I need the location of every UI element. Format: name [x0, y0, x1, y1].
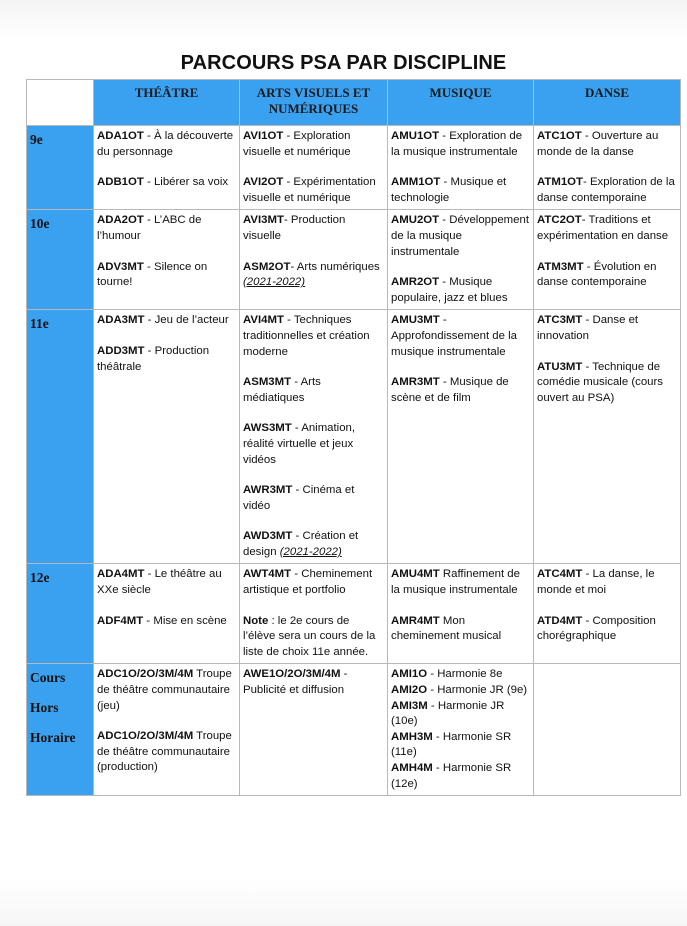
theatre-cell — [94, 564, 240, 664]
course-title: - Cheminement artistique et portfolio — [243, 568, 373, 597]
course-entry — [391, 699, 530, 730]
course-title: - Harmonie JR (10e) — [391, 699, 505, 728]
grade-cell: 10e — [27, 210, 94, 310]
course-entry — [391, 213, 530, 260]
musique-cell — [388, 210, 534, 310]
table-row — [27, 210, 681, 310]
course-code: AMR3MT — [391, 376, 440, 389]
course-title: Troupe de théâtre communautaire (jeu) — [97, 668, 232, 712]
course-entry — [391, 313, 530, 360]
note-text: : le 2e cours de l’élève sera un cours de la liste de choix 11e année. — [243, 614, 376, 658]
course-code: AMI2O — [391, 684, 428, 697]
table-row — [27, 310, 681, 564]
course-entry — [391, 375, 530, 406]
course-code: AMH4M — [391, 762, 433, 774]
grade-cell — [27, 664, 94, 796]
theatre-cell — [94, 310, 240, 564]
course-entry — [243, 213, 384, 244]
arts-cell — [240, 664, 388, 796]
year-note: (2021-2022) — [243, 276, 306, 289]
header-row — [27, 80, 681, 126]
course-code: AVI2OT — [243, 176, 284, 189]
course-entry — [97, 175, 236, 191]
course-code: AWS3MT — [243, 422, 292, 435]
course-entry — [97, 567, 236, 598]
course-entry — [97, 260, 236, 291]
course-code: ASM3MT — [243, 376, 292, 389]
grade-cell: 11e — [27, 310, 94, 564]
course-code: ADD3MT — [97, 344, 145, 357]
course-title: Troupe de théâtre communautaire (production) — [97, 730, 232, 774]
course-code: ADF4MT — [97, 614, 144, 627]
course-entry — [243, 483, 384, 514]
course-title: - Approfondissement de la musique instrumentale — [391, 314, 518, 358]
course-entry — [243, 260, 384, 291]
course-title: - Exploration de la danse contemporaine — [537, 176, 675, 204]
course-title: - Danse et innovation — [537, 314, 639, 342]
course-code: ATU3MT — [537, 360, 583, 373]
course-title: - Traditions et expérimentation en danse — [537, 214, 669, 242]
course-entry — [243, 175, 384, 206]
course-entry — [391, 129, 530, 160]
year-note: (2021-2022) — [279, 545, 342, 558]
course-code: ADA3MT — [97, 314, 145, 327]
table-row — [27, 564, 681, 664]
course-entry — [537, 313, 677, 344]
course-code: AMR4MT — [391, 614, 440, 627]
course-code: AMU2OT — [391, 214, 440, 227]
musique-cell — [388, 564, 534, 664]
header-musique: MUSIQUE — [388, 80, 534, 126]
course-title: - Ouverture au monde de la danse — [537, 130, 659, 158]
course-title: - Évolution en danse contemporaine — [537, 260, 657, 289]
course-title: - Cinéma et vidéo — [243, 484, 355, 512]
course-code: AVI1OT — [243, 130, 284, 142]
theatre-cell — [94, 126, 240, 210]
course-entry — [537, 614, 677, 645]
course-entry — [243, 667, 384, 698]
course-title: - Exploration de la musique instrumentale — [391, 130, 523, 158]
course-entry — [97, 344, 236, 375]
course-title: - Arts médiatiques — [243, 376, 321, 404]
musique-cell — [388, 310, 534, 564]
course-title: - Expérimentation visuelle et numérique — [243, 176, 376, 204]
arts-cell — [240, 210, 388, 310]
course-title: - Harmonie 8e — [427, 668, 503, 681]
course-code: ATC3MT — [537, 314, 583, 327]
course-code: AMM1OT — [391, 176, 441, 189]
course-code: AWE1O/2O/3M/4M — [243, 668, 341, 681]
course-entry — [243, 313, 384, 360]
grade-cell: 12e — [27, 564, 94, 664]
musique-cell — [388, 126, 534, 210]
course-title: - La danse, le monde et moi — [537, 568, 655, 597]
course-entry — [97, 313, 236, 329]
course-entry — [537, 260, 677, 291]
course-title: - Exploration visuelle et numérique — [243, 130, 351, 158]
course-entry — [243, 529, 384, 560]
course-title: - Animation, réalité virtuelle et jeux vidéos — [243, 422, 356, 466]
theatre-cell — [94, 210, 240, 310]
danse-cell — [534, 564, 681, 664]
musique-cell — [388, 664, 534, 796]
course-title: - Production visuelle — [243, 214, 346, 242]
course-title: - Arts numériques — [290, 260, 380, 273]
grade-line: Hors — [30, 700, 59, 716]
course-code: ATM1OT — [537, 176, 583, 189]
course-code: AMR2OT — [391, 276, 440, 289]
course-entry — [97, 729, 236, 776]
theatre-cell — [94, 664, 240, 796]
arts-cell — [240, 564, 388, 664]
course-title: - Musique et technologie — [391, 176, 507, 204]
header-arts: ARTS VISUELS ET NUMÉRIQUES — [240, 80, 388, 126]
course-code: AVI3MT — [243, 214, 284, 227]
danse-cell — [534, 664, 681, 796]
course-entry — [243, 129, 384, 160]
course-title: - Mise en scène — [143, 614, 227, 627]
course-entry — [391, 730, 530, 761]
table-row — [27, 126, 681, 210]
arts-cell — [240, 126, 388, 210]
discipline-table — [26, 79, 681, 796]
table-row — [27, 664, 681, 796]
course-entry — [391, 275, 530, 306]
course-entry — [243, 567, 384, 598]
course-entry — [391, 761, 530, 792]
course-title: - Silence on tourne! — [97, 260, 208, 289]
course-entry — [537, 567, 677, 598]
course-title: - Harmonie SR (12e) — [391, 762, 512, 790]
course-title: Raffinement de la musique instrumentale — [391, 568, 520, 597]
course-entry — [537, 175, 677, 206]
course-code: AWR3MT — [243, 484, 293, 497]
course-entry — [243, 421, 384, 468]
course-title: - Harmonie JR (9e) — [427, 684, 528, 697]
course-code: AMU4MT — [391, 568, 440, 581]
course-code: AWD3MT — [243, 530, 293, 543]
course-code: ASM2OT — [243, 260, 291, 273]
page-title: PARCOURS PSA PAR DISCIPLINE — [180, 52, 507, 74]
course-code: ATC1OT — [537, 130, 582, 142]
course-title: - Développement de la musique instrumentale — [391, 214, 530, 258]
course-code: ATM3MT — [537, 260, 584, 273]
course-title: - À la découverte du personnage — [97, 130, 234, 158]
course-title: Mon cheminement musical — [391, 614, 502, 643]
course-code: ADA2OT — [97, 214, 144, 227]
course-title: - L’ABC de l’humour — [97, 214, 202, 242]
course-title: - Libérer sa voix — [143, 176, 229, 189]
course-code: AWT4MT — [243, 568, 292, 581]
grade-line: Cours — [30, 670, 66, 686]
course-code: ATD4MT — [537, 614, 583, 627]
course-code: AMI3M — [391, 699, 428, 712]
course-code: AMI1O — [391, 668, 428, 681]
course-entry — [243, 375, 384, 406]
danse-cell — [534, 210, 681, 310]
arts-cell — [240, 310, 388, 564]
course-title: - Composition chorégraphique — [537, 614, 656, 643]
course-entry — [537, 360, 677, 407]
course-entry — [391, 667, 530, 683]
course-title: - Techniques traditionnelles et création moderne — [243, 314, 370, 358]
course-code: ADC1O/2O/3M/4M — [97, 668, 194, 681]
course-code: ADA1OT — [97, 130, 144, 142]
course-title: - Musique populaire, jazz et blues — [391, 276, 508, 304]
course-entry — [97, 667, 236, 714]
course-title: - Le théâtre au XXe siècle — [97, 568, 222, 597]
course-entry — [97, 129, 236, 160]
corner-cell — [27, 80, 94, 126]
course-entry — [97, 614, 236, 630]
course-entry — [537, 213, 677, 244]
course-code: AMU3MT — [391, 314, 440, 327]
course-title: - Musique de scène et de film — [391, 376, 509, 404]
danse-cell — [534, 310, 681, 564]
course-title: - Harmonie SR (11e) — [391, 730, 512, 759]
course-entry — [391, 614, 530, 645]
grade-line: Horaire — [30, 729, 76, 745]
course-title: - Jeu de l’acteur — [144, 314, 229, 327]
course-entry — [537, 129, 677, 160]
note-label: Note — [243, 614, 269, 627]
note-entry — [243, 614, 384, 661]
course-code: AMU1OT — [391, 130, 440, 142]
course-entry — [391, 567, 530, 598]
course-entry — [391, 175, 530, 206]
grade-cell: 9e — [27, 126, 94, 210]
header-theatre: THÉÂTRE — [94, 80, 240, 126]
course-title: - Technique de comédie musicale (cours ouvert au PSA) — [537, 360, 663, 404]
danse-cell — [534, 126, 681, 210]
course-title: - Publicité et diffusion — [243, 668, 348, 697]
course-title: - Production théâtrale — [97, 344, 210, 373]
course-code: ATC2OT — [537, 214, 582, 227]
course-title: - Création et design — [243, 530, 359, 558]
course-code: AMH3M — [391, 730, 433, 743]
course-code: ATC4MT — [537, 568, 583, 581]
header-danse: DANSE — [534, 80, 681, 126]
course-code: ADC1O/2O/3M/4M — [97, 730, 194, 743]
course-code: ADB1OT — [97, 176, 144, 189]
course-entry — [391, 683, 530, 699]
course-entry — [97, 213, 236, 244]
course-code: ADA4MT — [97, 568, 145, 581]
course-code: AVI4MT — [243, 314, 284, 327]
course-code: ADV3MT — [97, 260, 144, 273]
